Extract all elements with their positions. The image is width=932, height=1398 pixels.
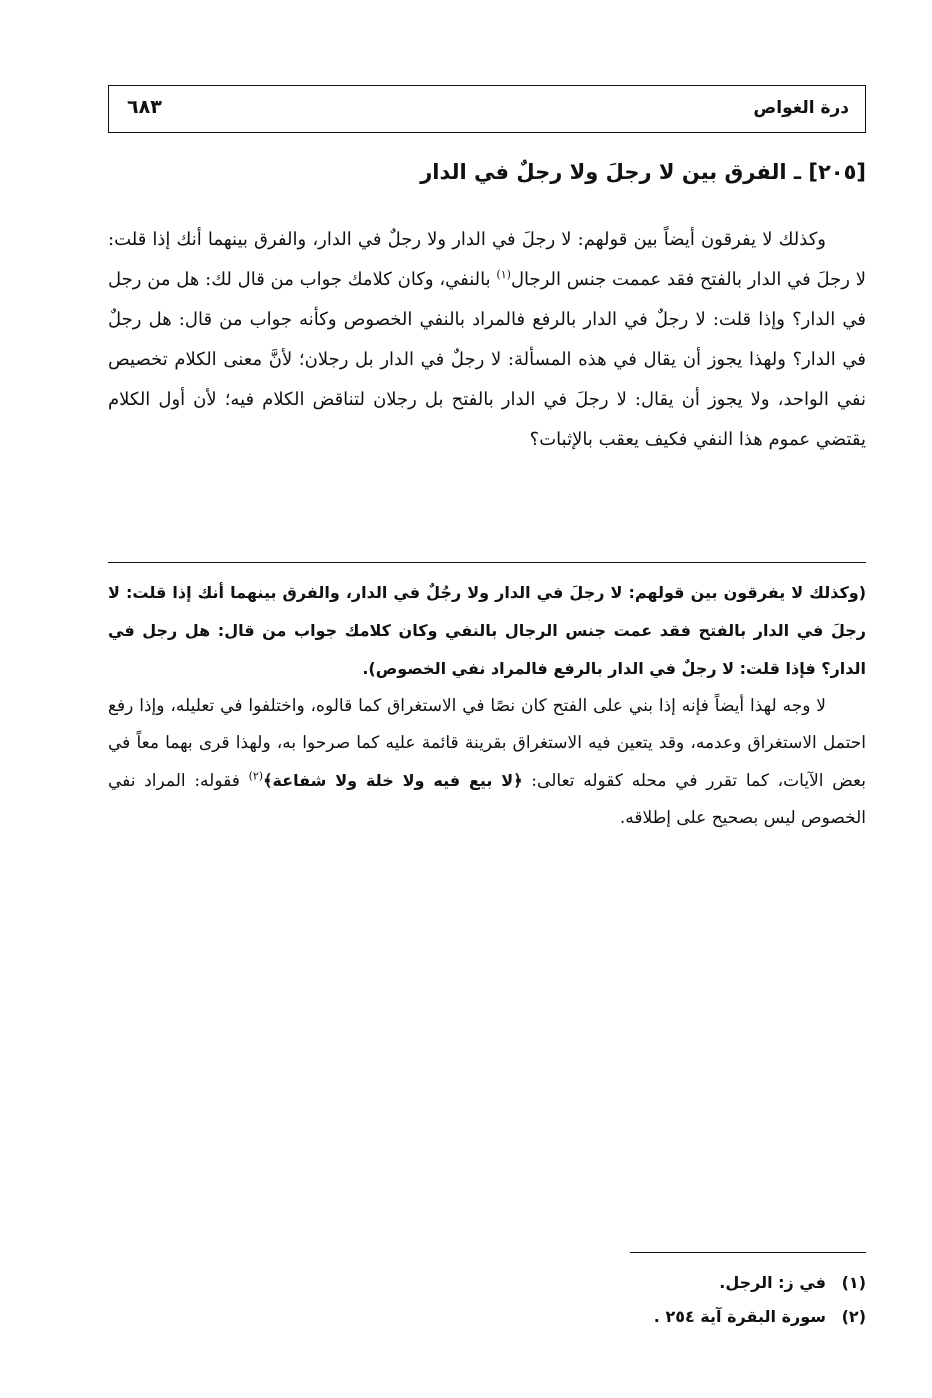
main-text-part1: وكذلك لا يفرقون أيضاً بين قولهم: لا رجلَ في الدار ولا رجلٌ في الدار، والفرق بينهما أنك إذا قلت: لا رجلَ في الدار بالفتح فقد عممت جنس الرجال <box>108 229 867 290</box>
main-text-part2: بالنفي، وكان كلامك جواب من قال لك: هل من رجل في الدار؟ وإذا قلت: لا رجلٌ في الدار بالرفع فالمراد بالنفي الخصوص وكأنه جواب من قال: هل رجلٌ في الدار؟ ولهذا يجوز أن يقال في هذه المسألة: لا رجلٌ في الدار بل رجلان؛ لأنَّ معنى الكلام تخصيص نفي الواحد، ولا يجوز أن يقال: لا رجلَ في الدار بالفتح بل رجلان لتناقض الكلام فيه؛ لأن أول الكلام يقتضي عموم هذا النفي فكيف يعقب بالإثبات؟ <box>108 269 866 450</box>
footnote-number: (١) <box>841 1273 866 1292</box>
quran-verse: ﴿لا بيع فيه ولا خلة ولا شفاعة﴾ <box>263 771 523 790</box>
commentary <box>108 574 866 837</box>
footnote-text: في ز: الرجل. <box>719 1273 826 1292</box>
commentary-body-before-verse: لا وجه لهذا أيضاً فإنه إذا بني على الفتح كان نصًا في الاستغراق كما قالوه، واختلفوا في تعليله، وإذا رفع احتمل الاستغراق وعدمه، وقد يتعين فيه الاستغراق بقرينة قائمة عليه كما صرحوا به، ولهذا قرى بهما معاً في بعض الآيات، كما تقرر في محله كقوله تعالى: <box>108 696 866 791</box>
footnote-text: سورة البقرة آية ٢٥٤ . <box>653 1307 826 1326</box>
book-title: درة الغواص <box>753 98 849 118</box>
footnote-divider <box>630 1252 866 1253</box>
commentary-body-after-verse: فقوله: المراد نفي الخصوص ليس بصحيح على إطلاقه. <box>108 771 866 828</box>
main-text <box>108 220 866 460</box>
footnote-ref-2: (٢) <box>248 769 264 783</box>
footnote-2 <box>108 1300 866 1334</box>
footnote-ref-1: (١) <box>496 268 511 281</box>
running-header <box>108 85 866 133</box>
footnote-1 <box>108 1266 866 1300</box>
page-number: ٦٨٣ <box>127 96 162 118</box>
commentary-quoted-paragraph <box>108 574 866 688</box>
commentary-divider <box>108 562 866 563</box>
section-heading: [٢٠٥] ـ الفرق بين لا رجلَ ولا رجلٌ في الدار <box>420 160 866 184</box>
commentary-quoted-text: (وكذلك لا يفرقون بين قولهم: لا رجلَ في الدار ولا رجُلٌ في الدار، والفرق بينهما أنك إذا قلت: لا رجلَ في الدار بالفتح فقد عمت جنس الرجال بالنفي وكان كلامك جواب من قال: هل رجل في الدار؟ فإذا قلت: لا رجلٌ في الدار بالرفع فالمراد نفي الخصوص). <box>108 583 866 678</box>
commentary-body-paragraph <box>108 688 866 837</box>
footnotes <box>108 1266 866 1334</box>
footnote-number: (٢) <box>841 1307 866 1326</box>
